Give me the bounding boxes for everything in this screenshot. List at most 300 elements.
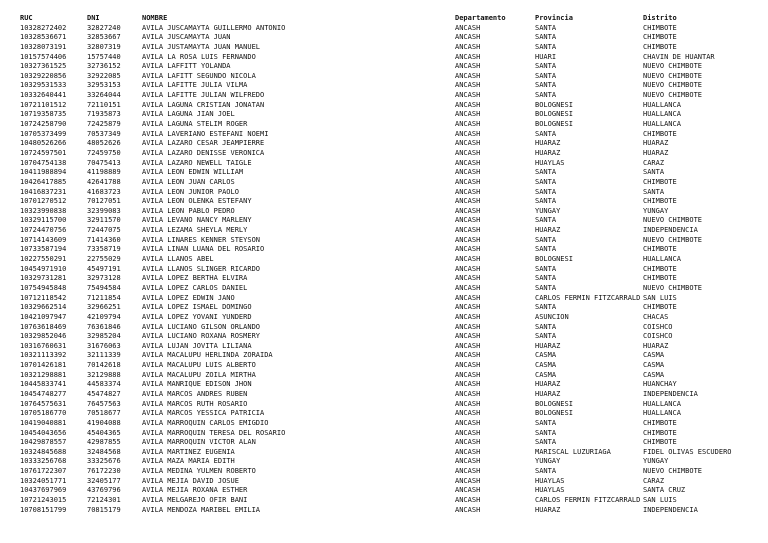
cell-provincia: SANTA bbox=[535, 62, 557, 71]
cell-provincia: ASUNCION bbox=[535, 312, 569, 321]
cell-nombre: AVILA LUJAN JOVITA LILIANA bbox=[142, 341, 252, 350]
table-row bbox=[0, 168, 768, 178]
cell-distrito: NUEVO CHIMBOTE bbox=[643, 283, 703, 292]
cell-nombre: AVILA MEDINA YULMEN ROBERTO bbox=[142, 467, 256, 476]
cell-ruc: 10421097947 bbox=[20, 312, 67, 321]
cell-departamento: ANCASH bbox=[455, 312, 481, 321]
cell-departamento: ANCASH bbox=[455, 418, 481, 427]
cell-provincia: HUARAZ bbox=[535, 389, 561, 398]
cell-dni: 76361846 bbox=[87, 322, 121, 331]
cell-provincia: SANTA bbox=[535, 438, 557, 447]
cell-dni: 70142618 bbox=[87, 361, 121, 370]
cell-dni: 32985204 bbox=[87, 332, 121, 341]
cell-dni: 31676063 bbox=[87, 341, 121, 350]
cell-nombre: AVILA LOPEZ ISMAEL DOMINGO bbox=[142, 303, 252, 312]
cell-dni: 32922085 bbox=[87, 71, 121, 80]
cell-provincia: CASMA bbox=[535, 351, 557, 360]
table-row bbox=[0, 33, 768, 43]
cell-dni: 41904088 bbox=[87, 418, 121, 427]
cell-nombre: AVILA LA ROSA LUIS FERNANDO bbox=[142, 52, 256, 61]
table-row bbox=[0, 62, 768, 72]
cell-dni: 44583374 bbox=[87, 380, 121, 389]
cell-distrito: COISHCO bbox=[643, 332, 673, 341]
cell-ruc: 10321298881 bbox=[20, 370, 67, 379]
cell-ruc: 10411988894 bbox=[20, 168, 67, 177]
cell-ruc: 10429878557 bbox=[20, 438, 67, 447]
cell-provincia: BOLOGNESI bbox=[535, 100, 573, 109]
table-row bbox=[0, 226, 768, 236]
cell-provincia: SANTA bbox=[535, 91, 557, 100]
cell-ruc: 10328536671 bbox=[20, 33, 67, 42]
cell-dni: 72425879 bbox=[87, 120, 121, 129]
cell-departamento: ANCASH bbox=[455, 120, 481, 129]
table-row bbox=[0, 438, 768, 448]
cell-ruc: 10708151799 bbox=[20, 505, 67, 514]
cell-distrito: YUNGAY bbox=[643, 206, 669, 215]
cell-provincia: SANTA bbox=[535, 42, 557, 51]
cell-nombre: AVILA JUSCAMAYTA JUAN bbox=[142, 33, 231, 42]
cell-provincia: SANTA bbox=[535, 303, 557, 312]
cell-distrito: CARAZ bbox=[643, 158, 665, 167]
cell-ruc: 10324845688 bbox=[20, 447, 67, 456]
cell-nombre: AVILA JUSTAMAYTA JUAN MANUEL bbox=[142, 42, 261, 51]
cell-departamento: ANCASH bbox=[455, 505, 481, 514]
cell-nombre: AVILA LEON JUNIOR PAOLO bbox=[142, 187, 239, 196]
cell-ruc: 10328272402 bbox=[20, 23, 67, 32]
cell-ruc: 10327361525 bbox=[20, 62, 67, 71]
cell-distrito: HUARAZ bbox=[643, 341, 669, 350]
cell-ruc: 10764575631 bbox=[20, 399, 67, 408]
cell-ruc: 10332640441 bbox=[20, 91, 67, 100]
cell-nombre: AVILA MACALUPU ZOILA MIRTHA bbox=[142, 370, 256, 379]
cell-provincia: SANTA bbox=[535, 418, 557, 427]
cell-distrito: NUEVO CHIMBOTE bbox=[643, 91, 703, 100]
table-row bbox=[0, 342, 768, 352]
cell-distrito: NUEVO CHIMBOTE bbox=[643, 216, 703, 225]
table-row bbox=[0, 477, 768, 487]
cell-distrito: CASMA bbox=[643, 351, 665, 360]
cell-provincia: SANTA bbox=[535, 187, 557, 196]
cell-ruc: 10724258790 bbox=[20, 120, 67, 129]
cell-ruc: 10426417885 bbox=[20, 177, 67, 186]
cell-dni: 42641788 bbox=[87, 177, 121, 186]
table-row bbox=[0, 72, 768, 82]
cell-ruc: 10733587194 bbox=[20, 245, 67, 254]
cell-nombre: AVILA MARCOS ANDRES RUBEN bbox=[142, 389, 248, 398]
cell-distrito: SANTA bbox=[643, 168, 665, 177]
cell-provincia: HUARAZ bbox=[535, 139, 561, 148]
cell-provincia: BOLOGNESI bbox=[535, 399, 573, 408]
cell-ruc: 10712118542 bbox=[20, 293, 67, 302]
cell-ruc: 10437697969 bbox=[20, 486, 67, 495]
cell-dni: 70518677 bbox=[87, 409, 121, 418]
cell-provincia: MARISCAL LUZURIAGA bbox=[535, 447, 611, 456]
cell-provincia: SANTA bbox=[535, 467, 557, 476]
table-row bbox=[0, 457, 768, 467]
cell-ruc: 10328073191 bbox=[20, 42, 67, 51]
cell-dni: 71211854 bbox=[87, 293, 121, 302]
cell-provincia: BOLOGNESI bbox=[535, 120, 573, 129]
table-row bbox=[0, 448, 768, 458]
cell-nombre: AVILA MEJIA ROXANA ESTHER bbox=[142, 486, 248, 495]
cell-nombre: AVILA LAFITTE JULIAN WILFREDO bbox=[142, 91, 265, 100]
cell-ruc: 10157574406 bbox=[20, 52, 67, 61]
cell-ruc: 10704754138 bbox=[20, 158, 67, 167]
cell-distrito: SAN LUIS bbox=[643, 496, 677, 505]
cell-provincia: SANTA bbox=[535, 81, 557, 90]
cell-dni: 45474827 bbox=[87, 389, 121, 398]
cell-departamento: ANCASH bbox=[455, 409, 481, 418]
header-distrito: Distrito bbox=[643, 14, 677, 22]
cell-distrito: CASMA bbox=[643, 370, 665, 379]
cell-provincia: SANTA bbox=[535, 264, 557, 273]
cell-departamento: ANCASH bbox=[455, 206, 481, 215]
cell-departamento: ANCASH bbox=[455, 293, 481, 302]
cell-dni: 32827240 bbox=[87, 23, 121, 32]
cell-departamento: ANCASH bbox=[455, 71, 481, 80]
cell-departamento: ANCASH bbox=[455, 23, 481, 32]
cell-departamento: ANCASH bbox=[455, 197, 481, 206]
cell-ruc: 10721101512 bbox=[20, 100, 67, 109]
cell-ruc: 10701270512 bbox=[20, 197, 67, 206]
cell-distrito: INDEPENDENCIA bbox=[643, 389, 698, 398]
cell-ruc: 10724597501 bbox=[20, 148, 67, 157]
cell-provincia: BOLOGNESI bbox=[535, 255, 573, 264]
cell-departamento: ANCASH bbox=[455, 457, 481, 466]
cell-ruc: 10329852046 bbox=[20, 332, 67, 341]
cell-distrito: FIDEL OLIVAS ESCUDERO bbox=[643, 447, 732, 456]
cell-nombre: AVILA LAFFITT YOLANDA bbox=[142, 62, 231, 71]
cell-ruc: 10324051771 bbox=[20, 476, 67, 485]
cell-dni: 32405177 bbox=[87, 476, 121, 485]
cell-departamento: ANCASH bbox=[455, 42, 481, 51]
cell-dni: 32129888 bbox=[87, 370, 121, 379]
cell-ruc: 10454971910 bbox=[20, 264, 67, 273]
cell-ruc: 10416837231 bbox=[20, 187, 67, 196]
cell-ruc: 10480526266 bbox=[20, 139, 67, 148]
cell-distrito: CHIMBOTE bbox=[643, 245, 677, 254]
header-ruc: RUC bbox=[20, 14, 33, 22]
cell-departamento: ANCASH bbox=[455, 467, 481, 476]
header-departamento: Departamento bbox=[455, 14, 506, 22]
cell-dni: 70475413 bbox=[87, 158, 121, 167]
table-row bbox=[0, 323, 768, 333]
cell-distrito: NUEVO CHIMBOTE bbox=[643, 235, 703, 244]
table-row bbox=[0, 245, 768, 255]
cell-nombre: AVILA MARROQUIN CARLOS EMIGDIO bbox=[142, 418, 269, 427]
cell-nombre: AVILA LLANOS SLINGER RICARDO bbox=[142, 264, 261, 273]
cell-ruc: 10227550291 bbox=[20, 255, 67, 264]
cell-provincia: HUAYLAS bbox=[535, 158, 565, 167]
table-row bbox=[0, 467, 768, 477]
table-row bbox=[0, 506, 768, 516]
cell-departamento: ANCASH bbox=[455, 351, 481, 360]
cell-nombre: AVILA LOPEZ EDWIN JANO bbox=[142, 293, 235, 302]
cell-nombre: AVILA JUSCAMAYTA GUILLERMO ANTONIO bbox=[142, 23, 286, 32]
cell-departamento: ANCASH bbox=[455, 332, 481, 341]
header-provincia: Provincia bbox=[535, 14, 573, 22]
cell-dni: 70537349 bbox=[87, 129, 121, 138]
cell-nombre: AVILA MENDOZA MARIBEL EMILIA bbox=[142, 505, 261, 514]
cell-departamento: ANCASH bbox=[455, 100, 481, 109]
cell-ruc: 10321113392 bbox=[20, 351, 67, 360]
table-row bbox=[0, 361, 768, 371]
header-nombre: NOMBRE bbox=[142, 14, 168, 22]
cell-distrito: CHIMBOTE bbox=[643, 274, 677, 283]
cell-dni: 72447075 bbox=[87, 226, 121, 235]
cell-ruc: 10333256768 bbox=[20, 457, 67, 466]
cell-ruc: 10721243015 bbox=[20, 496, 67, 505]
cell-distrito: CHACAS bbox=[643, 312, 669, 321]
cell-dni: 32807319 bbox=[87, 42, 121, 51]
cell-dni: 42109794 bbox=[87, 312, 121, 321]
cell-distrito: CHIMBOTE bbox=[643, 438, 677, 447]
cell-departamento: ANCASH bbox=[455, 177, 481, 186]
header-dni: DNI bbox=[87, 14, 100, 22]
cell-dni: 32399083 bbox=[87, 206, 121, 215]
table-row bbox=[0, 236, 768, 246]
cell-departamento: ANCASH bbox=[455, 216, 481, 225]
cell-ruc: 10763618469 bbox=[20, 322, 67, 331]
cell-departamento: ANCASH bbox=[455, 399, 481, 408]
cell-dni: 76172230 bbox=[87, 467, 121, 476]
cell-dni: 32953153 bbox=[87, 81, 121, 90]
table-row bbox=[0, 207, 768, 217]
cell-ruc: 10323990838 bbox=[20, 206, 67, 215]
table-row bbox=[0, 101, 768, 111]
table-row bbox=[0, 380, 768, 390]
cell-distrito: NUEVO CHIMBOTE bbox=[643, 71, 703, 80]
cell-ruc: 10454748277 bbox=[20, 389, 67, 398]
table-row bbox=[0, 91, 768, 101]
cell-provincia: BOLOGNESI bbox=[535, 110, 573, 119]
table-row bbox=[0, 24, 768, 34]
table-row bbox=[0, 486, 768, 496]
cell-distrito: HUALLANCA bbox=[643, 120, 681, 129]
table-row bbox=[0, 371, 768, 381]
table-row bbox=[0, 265, 768, 275]
cell-departamento: ANCASH bbox=[455, 33, 481, 42]
cell-nombre: AVILA LAZARO NEWELL TAIGLE bbox=[142, 158, 252, 167]
cell-departamento: ANCASH bbox=[455, 264, 481, 273]
cell-dni: 70127051 bbox=[87, 197, 121, 206]
cell-provincia: YUNGAY bbox=[535, 206, 561, 215]
cell-provincia: SANTA bbox=[535, 197, 557, 206]
cell-dni: 32973128 bbox=[87, 274, 121, 283]
table-row bbox=[0, 139, 768, 149]
cell-departamento: ANCASH bbox=[455, 148, 481, 157]
cell-distrito: HUARAZ bbox=[643, 148, 669, 157]
cell-departamento: ANCASH bbox=[455, 476, 481, 485]
cell-distrito: HUALLANCA bbox=[643, 110, 681, 119]
records-table bbox=[0, 14, 768, 515]
cell-dni: 32736152 bbox=[87, 62, 121, 71]
cell-dni: 75494584 bbox=[87, 283, 121, 292]
cell-distrito: NUEVO CHIMBOTE bbox=[643, 81, 703, 90]
cell-nombre: AVILA MARCOS RUTH ROSARIO bbox=[142, 399, 248, 408]
table-row bbox=[0, 274, 768, 284]
table-row bbox=[0, 496, 768, 506]
cell-dni: 76457563 bbox=[87, 399, 121, 408]
cell-distrito: CHIMBOTE bbox=[643, 428, 677, 437]
cell-provincia: HUARI bbox=[535, 52, 557, 61]
cell-ruc: 10329662514 bbox=[20, 303, 67, 312]
cell-ruc: 10454043656 bbox=[20, 428, 67, 437]
cell-nombre: AVILA LOPEZ YOVANI YUNDERD bbox=[142, 312, 252, 321]
cell-nombre: AVILA LAGUNA CRISTIAN JONATAN bbox=[142, 100, 265, 109]
cell-nombre: AVILA MARROQUIN VICTOR ALAN bbox=[142, 438, 256, 447]
cell-departamento: ANCASH bbox=[455, 235, 481, 244]
cell-ruc: 10705373499 bbox=[20, 129, 67, 138]
cell-dni: 70815179 bbox=[87, 505, 121, 514]
cell-ruc: 10754945848 bbox=[20, 283, 67, 292]
cell-nombre: AVILA LAGUNA JIAN JOEL bbox=[142, 110, 235, 119]
cell-distrito: CHIMBOTE bbox=[643, 177, 677, 186]
cell-nombre: AVILA LEON PABLO PEDRO bbox=[142, 206, 235, 215]
table-row bbox=[0, 53, 768, 63]
table-row bbox=[0, 110, 768, 120]
table-row bbox=[0, 197, 768, 207]
cell-nombre: AVILA LEON EDWIN WILLIAM bbox=[142, 168, 244, 177]
cell-nombre: AVILA MACALUPU HERLINDA ZORAIDA bbox=[142, 351, 273, 360]
table-row bbox=[0, 303, 768, 313]
table-row bbox=[0, 178, 768, 188]
cell-provincia: CARLOS FERMIN FITZCARRALD bbox=[535, 496, 640, 505]
cell-dni: 42987855 bbox=[87, 438, 121, 447]
table-header-row bbox=[0, 14, 768, 24]
cell-departamento: ANCASH bbox=[455, 496, 481, 505]
cell-nombre: AVILA LUCIANO GILSON ORLANDO bbox=[142, 322, 261, 331]
cell-departamento: ANCASH bbox=[455, 303, 481, 312]
table-body bbox=[0, 24, 768, 516]
cell-nombre: AVILA LIÑAN LUANA DEL ROSARIO bbox=[142, 245, 265, 254]
cell-departamento: ANCASH bbox=[455, 158, 481, 167]
cell-ruc: 10329115700 bbox=[20, 216, 67, 225]
cell-departamento: ANCASH bbox=[455, 370, 481, 379]
cell-provincia: HUARAZ bbox=[535, 341, 561, 350]
cell-nombre: AVILA MANRIQUE EDISON JHON bbox=[142, 380, 252, 389]
table-row bbox=[0, 419, 768, 429]
cell-provincia: CASMA bbox=[535, 370, 557, 379]
cell-provincia: SANTA bbox=[535, 23, 557, 32]
cell-distrito: NUEVO CHIMBOTE bbox=[643, 467, 703, 476]
cell-dni: 32484568 bbox=[87, 447, 121, 456]
table-row bbox=[0, 429, 768, 439]
cell-ruc: 10761722307 bbox=[20, 467, 67, 476]
table-row bbox=[0, 409, 768, 419]
cell-ruc: 10329531533 bbox=[20, 81, 67, 90]
cell-distrito: INDEPENDENCIA bbox=[643, 226, 698, 235]
cell-departamento: ANCASH bbox=[455, 226, 481, 235]
cell-nombre: AVILA LOPEZ CARLOS DANIEL bbox=[142, 283, 248, 292]
cell-dni: 41198889 bbox=[87, 168, 121, 177]
cell-provincia: BOLOGNESI bbox=[535, 409, 573, 418]
cell-dni: 45404365 bbox=[87, 428, 121, 437]
cell-distrito: CHIMBOTE bbox=[643, 197, 677, 206]
cell-ruc: 10329731281 bbox=[20, 274, 67, 283]
table-row bbox=[0, 159, 768, 169]
cell-nombre: AVILA LINARES KENNER STEYSON bbox=[142, 235, 261, 244]
cell-dni: 72124301 bbox=[87, 496, 121, 505]
cell-dni: 41683723 bbox=[87, 187, 121, 196]
cell-distrito: SANTA CRUZ bbox=[643, 486, 686, 495]
cell-provincia: SANTA bbox=[535, 428, 557, 437]
cell-distrito: CHIMBOTE bbox=[643, 23, 677, 32]
cell-ruc: 10701426181 bbox=[20, 361, 67, 370]
cell-dni: 33325676 bbox=[87, 457, 121, 466]
cell-ruc: 10714143609 bbox=[20, 235, 67, 244]
cell-dni: 22755029 bbox=[87, 255, 121, 264]
cell-departamento: ANCASH bbox=[455, 139, 481, 148]
cell-nombre: AVILA LAFITTE JULIA VILMA bbox=[142, 81, 248, 90]
cell-provincia: CASMA bbox=[535, 361, 557, 370]
cell-distrito: CHIMBOTE bbox=[643, 303, 677, 312]
cell-departamento: ANCASH bbox=[455, 438, 481, 447]
cell-distrito: HUALLANCA bbox=[643, 100, 681, 109]
cell-distrito: HUALLANCA bbox=[643, 399, 681, 408]
table-row bbox=[0, 81, 768, 91]
cell-provincia: HUAYLAS bbox=[535, 476, 565, 485]
cell-departamento: ANCASH bbox=[455, 283, 481, 292]
cell-departamento: ANCASH bbox=[455, 361, 481, 370]
cell-provincia: SANTA bbox=[535, 332, 557, 341]
cell-provincia: HUARAZ bbox=[535, 380, 561, 389]
table-row bbox=[0, 255, 768, 265]
cell-nombre: AVILA LEON JUAN CARLOS bbox=[142, 177, 235, 186]
cell-provincia: SANTA bbox=[535, 71, 557, 80]
cell-nombre: AVILA LAGUNA STELIM ROGER bbox=[142, 120, 248, 129]
table-row bbox=[0, 332, 768, 342]
cell-distrito: HUANCHAY bbox=[643, 380, 677, 389]
cell-ruc: 10419040881 bbox=[20, 418, 67, 427]
cell-departamento: ANCASH bbox=[455, 486, 481, 495]
table-row bbox=[0, 188, 768, 198]
cell-nombre: AVILA MACALUPU LUIS ALBERTO bbox=[142, 361, 256, 370]
cell-distrito: CHIMBOTE bbox=[643, 418, 677, 427]
cell-distrito: CHIMBOTE bbox=[643, 264, 677, 273]
cell-departamento: ANCASH bbox=[455, 81, 481, 90]
cell-distrito: HUALLANCA bbox=[643, 255, 681, 264]
cell-nombre: AVILA LOPEZ BERTHA ELVIRA bbox=[142, 274, 248, 283]
table-row bbox=[0, 130, 768, 140]
cell-ruc: 10705186770 bbox=[20, 409, 67, 418]
cell-dni: 73358719 bbox=[87, 245, 121, 254]
cell-provincia: HUARAZ bbox=[535, 148, 561, 157]
cell-dni: 15757440 bbox=[87, 52, 121, 61]
cell-distrito: INDEPENDENCIA bbox=[643, 505, 698, 514]
table-row bbox=[0, 120, 768, 130]
cell-provincia: SANTA bbox=[535, 283, 557, 292]
cell-distrito: CHIMBOTE bbox=[643, 33, 677, 42]
cell-departamento: ANCASH bbox=[455, 380, 481, 389]
cell-dni: 43769796 bbox=[87, 486, 121, 495]
cell-nombre: AVILA MARROQUIN TERESA DEL ROSARIO bbox=[142, 428, 286, 437]
cell-provincia: SANTA bbox=[535, 235, 557, 244]
table-row bbox=[0, 216, 768, 226]
cell-provincia: HUARAZ bbox=[535, 505, 561, 514]
cell-provincia: SANTA bbox=[535, 129, 557, 138]
cell-provincia: CARLOS FERMIN FITZCARRALD bbox=[535, 293, 640, 302]
cell-dni: 72110151 bbox=[87, 100, 121, 109]
table-row bbox=[0, 43, 768, 53]
cell-nombre: AVILA LAVERIANO ESTEFANI NOEMI bbox=[142, 129, 269, 138]
cell-nombre: AVILA MAZA MARIA EDITH bbox=[142, 457, 235, 466]
cell-provincia: SANTA bbox=[535, 33, 557, 42]
table-row bbox=[0, 400, 768, 410]
cell-provincia: SANTA bbox=[535, 274, 557, 283]
cell-distrito: HUALLANCA bbox=[643, 409, 681, 418]
cell-provincia: SANTA bbox=[535, 216, 557, 225]
